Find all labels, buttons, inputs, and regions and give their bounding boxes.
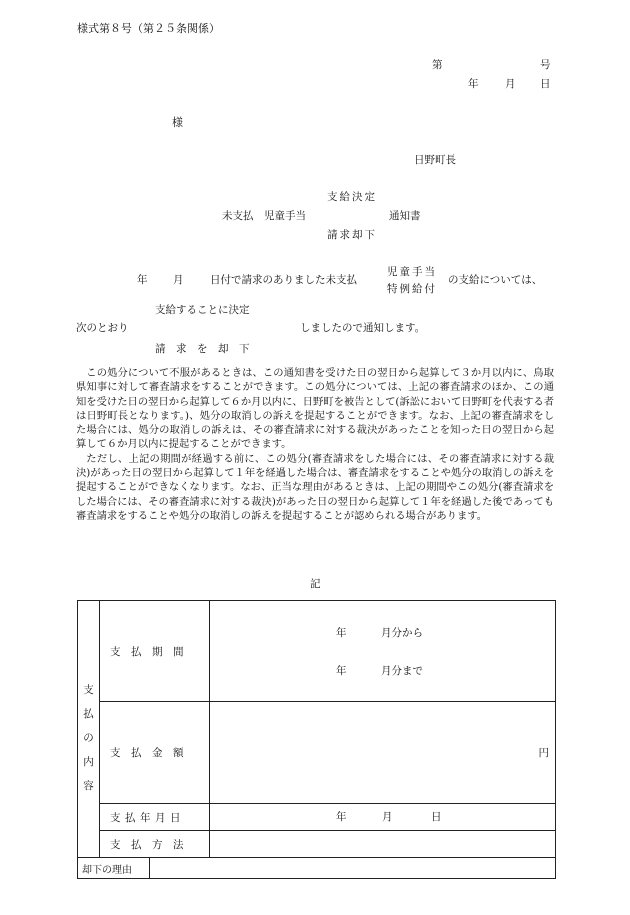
payment-method-label: 支 払 方 法	[100, 831, 210, 858]
group-char: の	[83, 732, 94, 744]
issue-date-day: 日	[540, 78, 551, 90]
group-char: 払	[83, 708, 94, 720]
notice-option-top: 児童手当	[387, 266, 437, 278]
appeal-paragraph: この処分について不服があるときは、この通知書を受けた日の翌日から起算して３か月以内に、鳥取県知事に対して審査請求をすることができます。この処分については、上記の審査請求のほか、この通知を受けた日の翌日から起算して６か月以内に、日野町を被告として(訴訟において日野町を代表する者は日野町長となります。)、処分の取消しの訴えを提起することができます。なお、上記の審査請求をした場合には、処分の取消しの訴えは、その審査請求に対する裁決があったことを知った日の翌日から起算して６か月以内に提起することができます。	[76, 367, 554, 451]
notice-text-before: 日付で請求のありました未支払	[210, 274, 357, 286]
title-prefix: 未支払 児童手当	[222, 210, 306, 222]
doc-number-prefix: 第	[432, 59, 443, 71]
appeal-notice-text	[76, 366, 554, 523]
title-option-top: 支給決定	[327, 191, 377, 203]
title-option-bottom: 請求却下	[327, 229, 377, 241]
notice-line2-lead: 次のとおり	[76, 322, 129, 334]
title-suffix: 通知書	[389, 210, 421, 222]
form-label: 様式第８号（第２５条関係）	[77, 22, 220, 35]
payment-method-value	[210, 831, 556, 858]
period-value	[210, 601, 556, 702]
payment-date-label: 支払年月日	[100, 804, 210, 831]
payment-group-label	[78, 601, 100, 858]
payment-date-day: 日	[431, 811, 442, 823]
notice-decision-top: 支給することに決定	[155, 304, 250, 316]
period-to-year: 年	[336, 665, 347, 677]
doc-number-suffix: 号	[540, 59, 551, 71]
rejection-reason-value	[150, 858, 556, 879]
sender: 日野町長	[414, 154, 456, 166]
amount-value	[210, 702, 556, 804]
notice-line2-tail: しましたので通知します。	[300, 322, 426, 334]
group-char: 支	[83, 684, 94, 696]
rejection-reason-label: 却下の理由	[78, 858, 150, 879]
issue-date-month: 月	[505, 78, 516, 90]
notice-month: 月	[173, 274, 184, 286]
group-char: 容	[83, 780, 94, 792]
issue-date-year: 年	[468, 78, 479, 90]
amount-label: 支 払 金 額	[100, 702, 210, 804]
period-from-year: 年	[336, 627, 347, 639]
notice-decision-bottom: 請 求 を 却 下	[155, 343, 250, 355]
period-from-text: 月分から	[381, 627, 423, 639]
notice-text-after: の支給については、	[448, 274, 543, 286]
ki-heading: 記	[310, 578, 321, 590]
notice-year: 年	[137, 274, 148, 286]
payment-table	[77, 600, 556, 879]
appeal-paragraph: ただし、上記の期間が経過する前に、この処分(審査請求をした場合には、その審査請求に対する裁決)があった日の翌日から起算して１年を経過した場合は、審査請求をすることや処分の取消しの訴えを提起することができなくなります。なお、正当な理由があるときは、上記の期間やこの処分(審査請求をした場合には、その審査請求に対する裁決)があった日の翌日から起算して１年を経過した後であっても審査請求をすることや処分の取消しの訴えを提起することが認められる場合があります。	[76, 452, 554, 522]
addressee-suffix: 様	[172, 116, 183, 129]
period-to-text: 月分まで	[381, 665, 423, 677]
payment-date-year: 年	[336, 811, 347, 823]
period-label: 支 払 期 間	[100, 601, 210, 702]
payment-date-value	[210, 804, 556, 831]
amount-unit: 円	[538, 747, 549, 759]
notice-option-bottom: 特例給付	[387, 283, 437, 295]
group-char: 内	[83, 756, 94, 768]
payment-date-month: 月	[382, 811, 393, 823]
